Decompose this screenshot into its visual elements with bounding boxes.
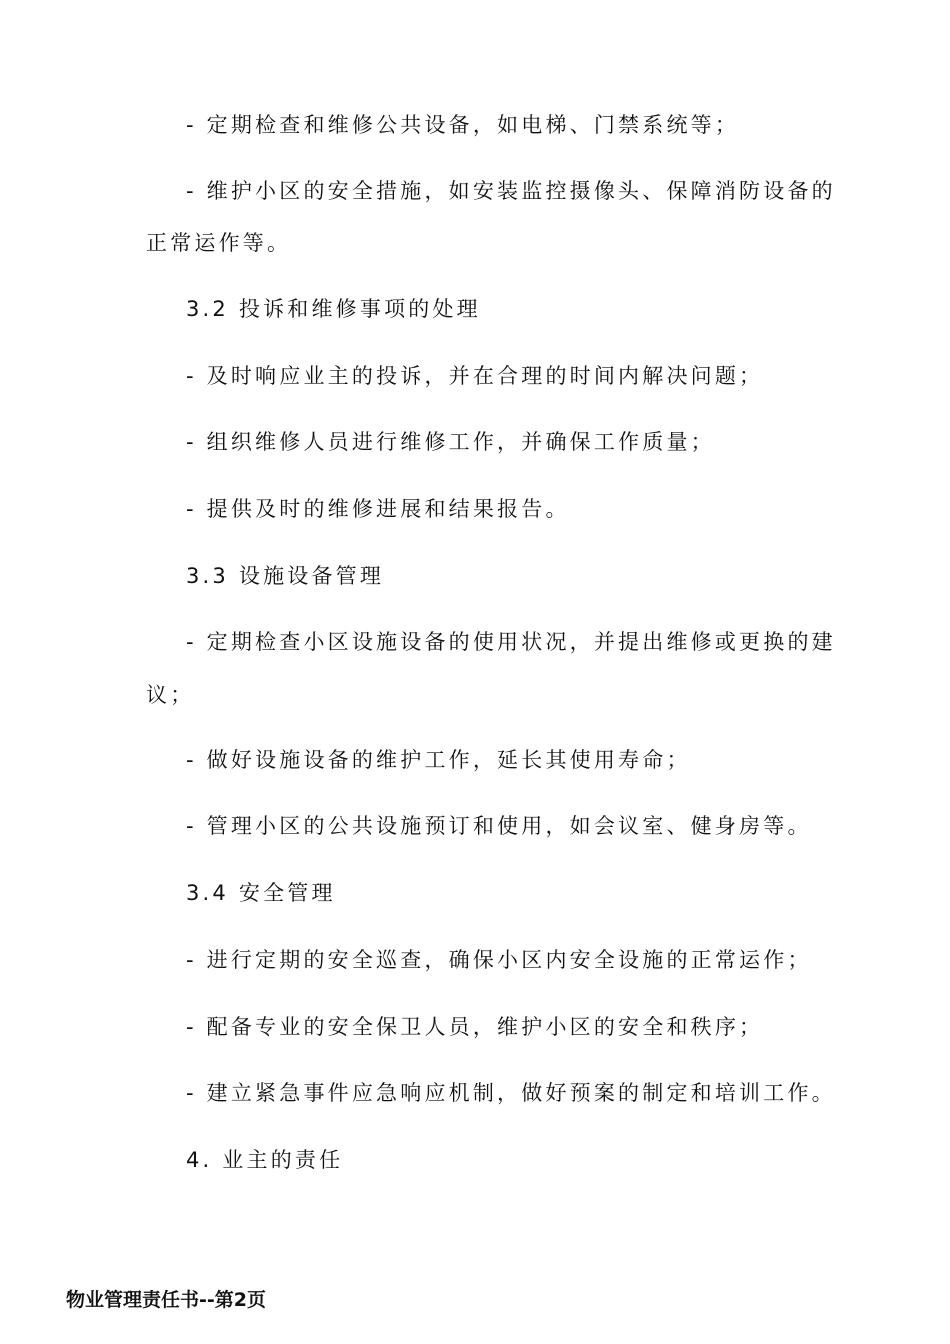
bullet-emergency-mechanism: - 建立紧急事件应急响应机制，做好预案的制定和培训工作。	[186, 1081, 836, 1105]
bullet-respond-complaints: - 及时响应业主的投诉，并在合理的时间内解决问题；	[186, 364, 764, 388]
section-heading-3-4: 3.4 安全管理	[186, 881, 336, 905]
bullet-security-staff: - 配备专业的安全保卫人员，维护小区的安全和秩序；	[186, 1015, 764, 1039]
section-heading-3-3: 3.3 设施设备管理	[186, 564, 385, 588]
bullet-safety-patrol: - 进行定期的安全巡查，确保小区内安全设施的正常运作；	[186, 948, 812, 972]
bullet-inspect-public-equipment: - 定期检查和维修公共设备，如电梯、门禁系统等；	[186, 113, 740, 137]
bullet-repair-reports: - 提供及时的维修进展和结果报告。	[186, 497, 570, 521]
bullet-maintain-safety-measures: - 维护小区的安全措施，如安装监控摄像头、保障消防设备的	[186, 179, 836, 203]
section-heading-4: 4. 业主的责任	[186, 1148, 344, 1172]
bullet-maintain-safety-measures-cont: 正常运作等。	[146, 231, 292, 255]
bullet-facility-booking: - 管理小区的公共设施预订和使用，如会议室、健身房等。	[186, 814, 812, 838]
bullet-inspect-facilities-cont: 议；	[146, 683, 195, 707]
bullet-inspect-facilities: - 定期检查小区设施设备的使用状况，并提出维修或更换的建	[186, 630, 836, 654]
section-heading-3-2: 3.2 投诉和维修事项的处理	[186, 297, 481, 321]
bullet-facility-maintenance: - 做好设施设备的维护工作，延长其使用寿命；	[186, 748, 691, 772]
bullet-organize-repairs: - 组织维修人员进行维修工作，并确保工作质量；	[186, 430, 715, 454]
page-footer: 物业管理责任书--第2页	[66, 1289, 266, 1311]
